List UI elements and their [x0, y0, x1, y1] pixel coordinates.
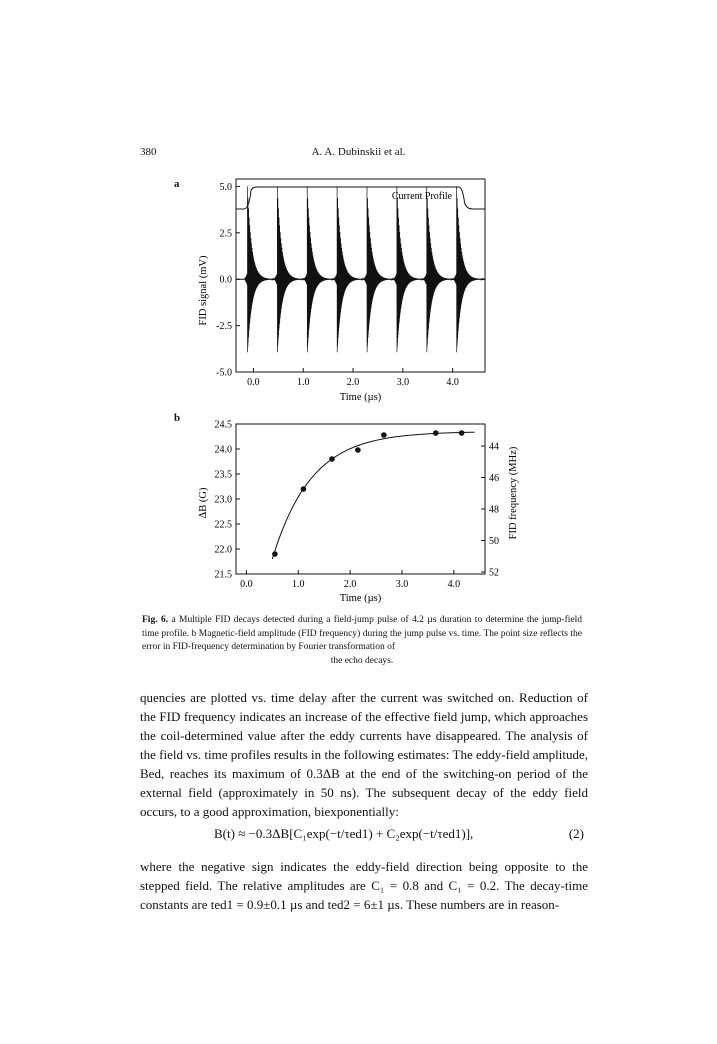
- x-axis-label: Time (µs): [339, 593, 382, 604]
- x-tick-label: 1.0: [292, 579, 305, 590]
- x-tick-label: 2.0: [343, 579, 357, 590]
- body-paragraph-1: quencies are plotted vs. time delay after the current was switched on. Reduction of the FID frequency indicates an increase of the effective field jump, which approaches the coil-determined value after the eddy currents have disappeared. The analysis of the field vs. time profiles results in the following estimates: The eddy-field amplitude, Bed, reaches its maximum of 0.3ΔB at the end of the switching-on period of the external field (approximately in 50 ns). The subsequent decay of the eddy field occurs, to a good approximation, biexponentially:: [140, 690, 588, 819]
- equation-expression: B(t) ≈ −0.3ΔB[C₁exp(−t/τed1) + C₂exp(−t/τed1)],: [214, 826, 474, 841]
- x-tick-label: 3.0: [395, 579, 409, 590]
- data-point-1: [272, 551, 278, 557]
- y-tick-label: 0.0: [219, 274, 232, 286]
- fid-prering-7: [424, 274, 427, 286]
- page-number: 380: [140, 146, 157, 158]
- data-point-5: [381, 432, 387, 438]
- data-point-4: [355, 447, 361, 453]
- data-point-2: [301, 486, 307, 492]
- fid-decay-6: [397, 186, 427, 352]
- x-tick-label: 4.0: [446, 377, 459, 388]
- y-tick-label: 24.5: [214, 419, 232, 431]
- fid-prering-4: [334, 274, 337, 286]
- panel-a-letter: a: [174, 178, 180, 190]
- y-tick-label: 23.5: [214, 469, 232, 481]
- x-tick-label: 2.0: [346, 377, 360, 388]
- figure-caption: [142, 614, 582, 668]
- fid-decay-3: [307, 186, 337, 352]
- x-tick-label: 3.0: [396, 377, 410, 388]
- y-axis-label: FID signal (mV): [198, 255, 209, 326]
- fid-prering-6: [394, 274, 397, 286]
- y2-tick-label: 44: [489, 441, 499, 453]
- y-tick-label: 22.5: [214, 519, 232, 531]
- x-tick-label: 4.0: [447, 579, 461, 590]
- running-head: A. A. Dubinskii et al.: [311, 146, 406, 158]
- equation-number: (2): [568, 826, 584, 841]
- plot-frame: [236, 424, 485, 574]
- data-point-6: [433, 430, 439, 436]
- y2-tick-label: 50: [489, 536, 499, 547]
- equation-2: [140, 826, 588, 846]
- panel-b-letter: b: [174, 412, 181, 424]
- plot-frame: [236, 179, 485, 372]
- y2-tick-label: 48: [489, 504, 499, 516]
- fid-prering-2: [274, 274, 277, 286]
- chart-panel-a: [198, 179, 485, 403]
- fid-prering-8: [454, 274, 457, 286]
- y2-tick-label: 46: [489, 473, 499, 484]
- y2-axis-label: FID frequency (MHz): [508, 446, 519, 540]
- data-point-7: [459, 430, 465, 436]
- body-paragraph-2: where the negative sign indicates the eddy-field direction being opposite to the stepped field. The relative amplitudes are C₁ = 0.8 and C₁ = 0.2. The decay-time constants are ted1 = 0.9±0.1 µs and ted2 = 6±1 µs. These numbers are in reason-: [140, 859, 588, 912]
- y-axis-label: ΔB (G): [198, 487, 209, 519]
- chart-panel-b: [198, 420, 519, 605]
- fid-decay-5: [367, 186, 397, 352]
- caption-last-line: the echo decays.: [330, 655, 394, 666]
- fid-prering-3: [304, 274, 307, 286]
- y-tick-label: 22.0: [214, 544, 232, 556]
- current-profile-label: Current Profile: [391, 191, 453, 202]
- x-axis-label: Time (µs): [339, 392, 382, 403]
- fid-prering-5: [364, 274, 367, 286]
- y-tick-label: -2.5: [216, 321, 232, 333]
- x-tick-label: 0.0: [247, 377, 260, 388]
- y-tick-label: 21.5: [214, 569, 232, 581]
- caption-label: Fig. 6.: [142, 615, 169, 625]
- data-point-3: [329, 456, 335, 462]
- y-tick-label: 5.0: [219, 181, 232, 193]
- x-tick-label: 0.0: [240, 579, 253, 590]
- fid-prering-1: [244, 274, 247, 286]
- x-tick-label: 1.0: [296, 377, 310, 388]
- fid-decay-8: [457, 186, 485, 352]
- y-tick-label: 23.0: [214, 494, 232, 506]
- fit-curve: [272, 432, 474, 559]
- y-tick-label: 24.0: [214, 444, 232, 456]
- y-tick-label: -5.0: [216, 367, 232, 379]
- caption-text: a Multiple FID decays detected during a field-jump pulse of 4.2 µs duration to determine the jump-field time profile. b Magnetic-field amplitude (FID frequency) during the jump pulse vs. time. The point size reflects the error in FID-frequency determination by Fourier transformation of: [142, 615, 583, 652]
- fid-decay-7: [427, 186, 457, 352]
- fid-decay-1: [247, 186, 277, 352]
- y-tick-label: 2.5: [219, 228, 232, 240]
- y2-tick-label: 52: [489, 567, 499, 579]
- fid-decay-2: [277, 186, 307, 352]
- fid-decay-4: [337, 186, 367, 352]
